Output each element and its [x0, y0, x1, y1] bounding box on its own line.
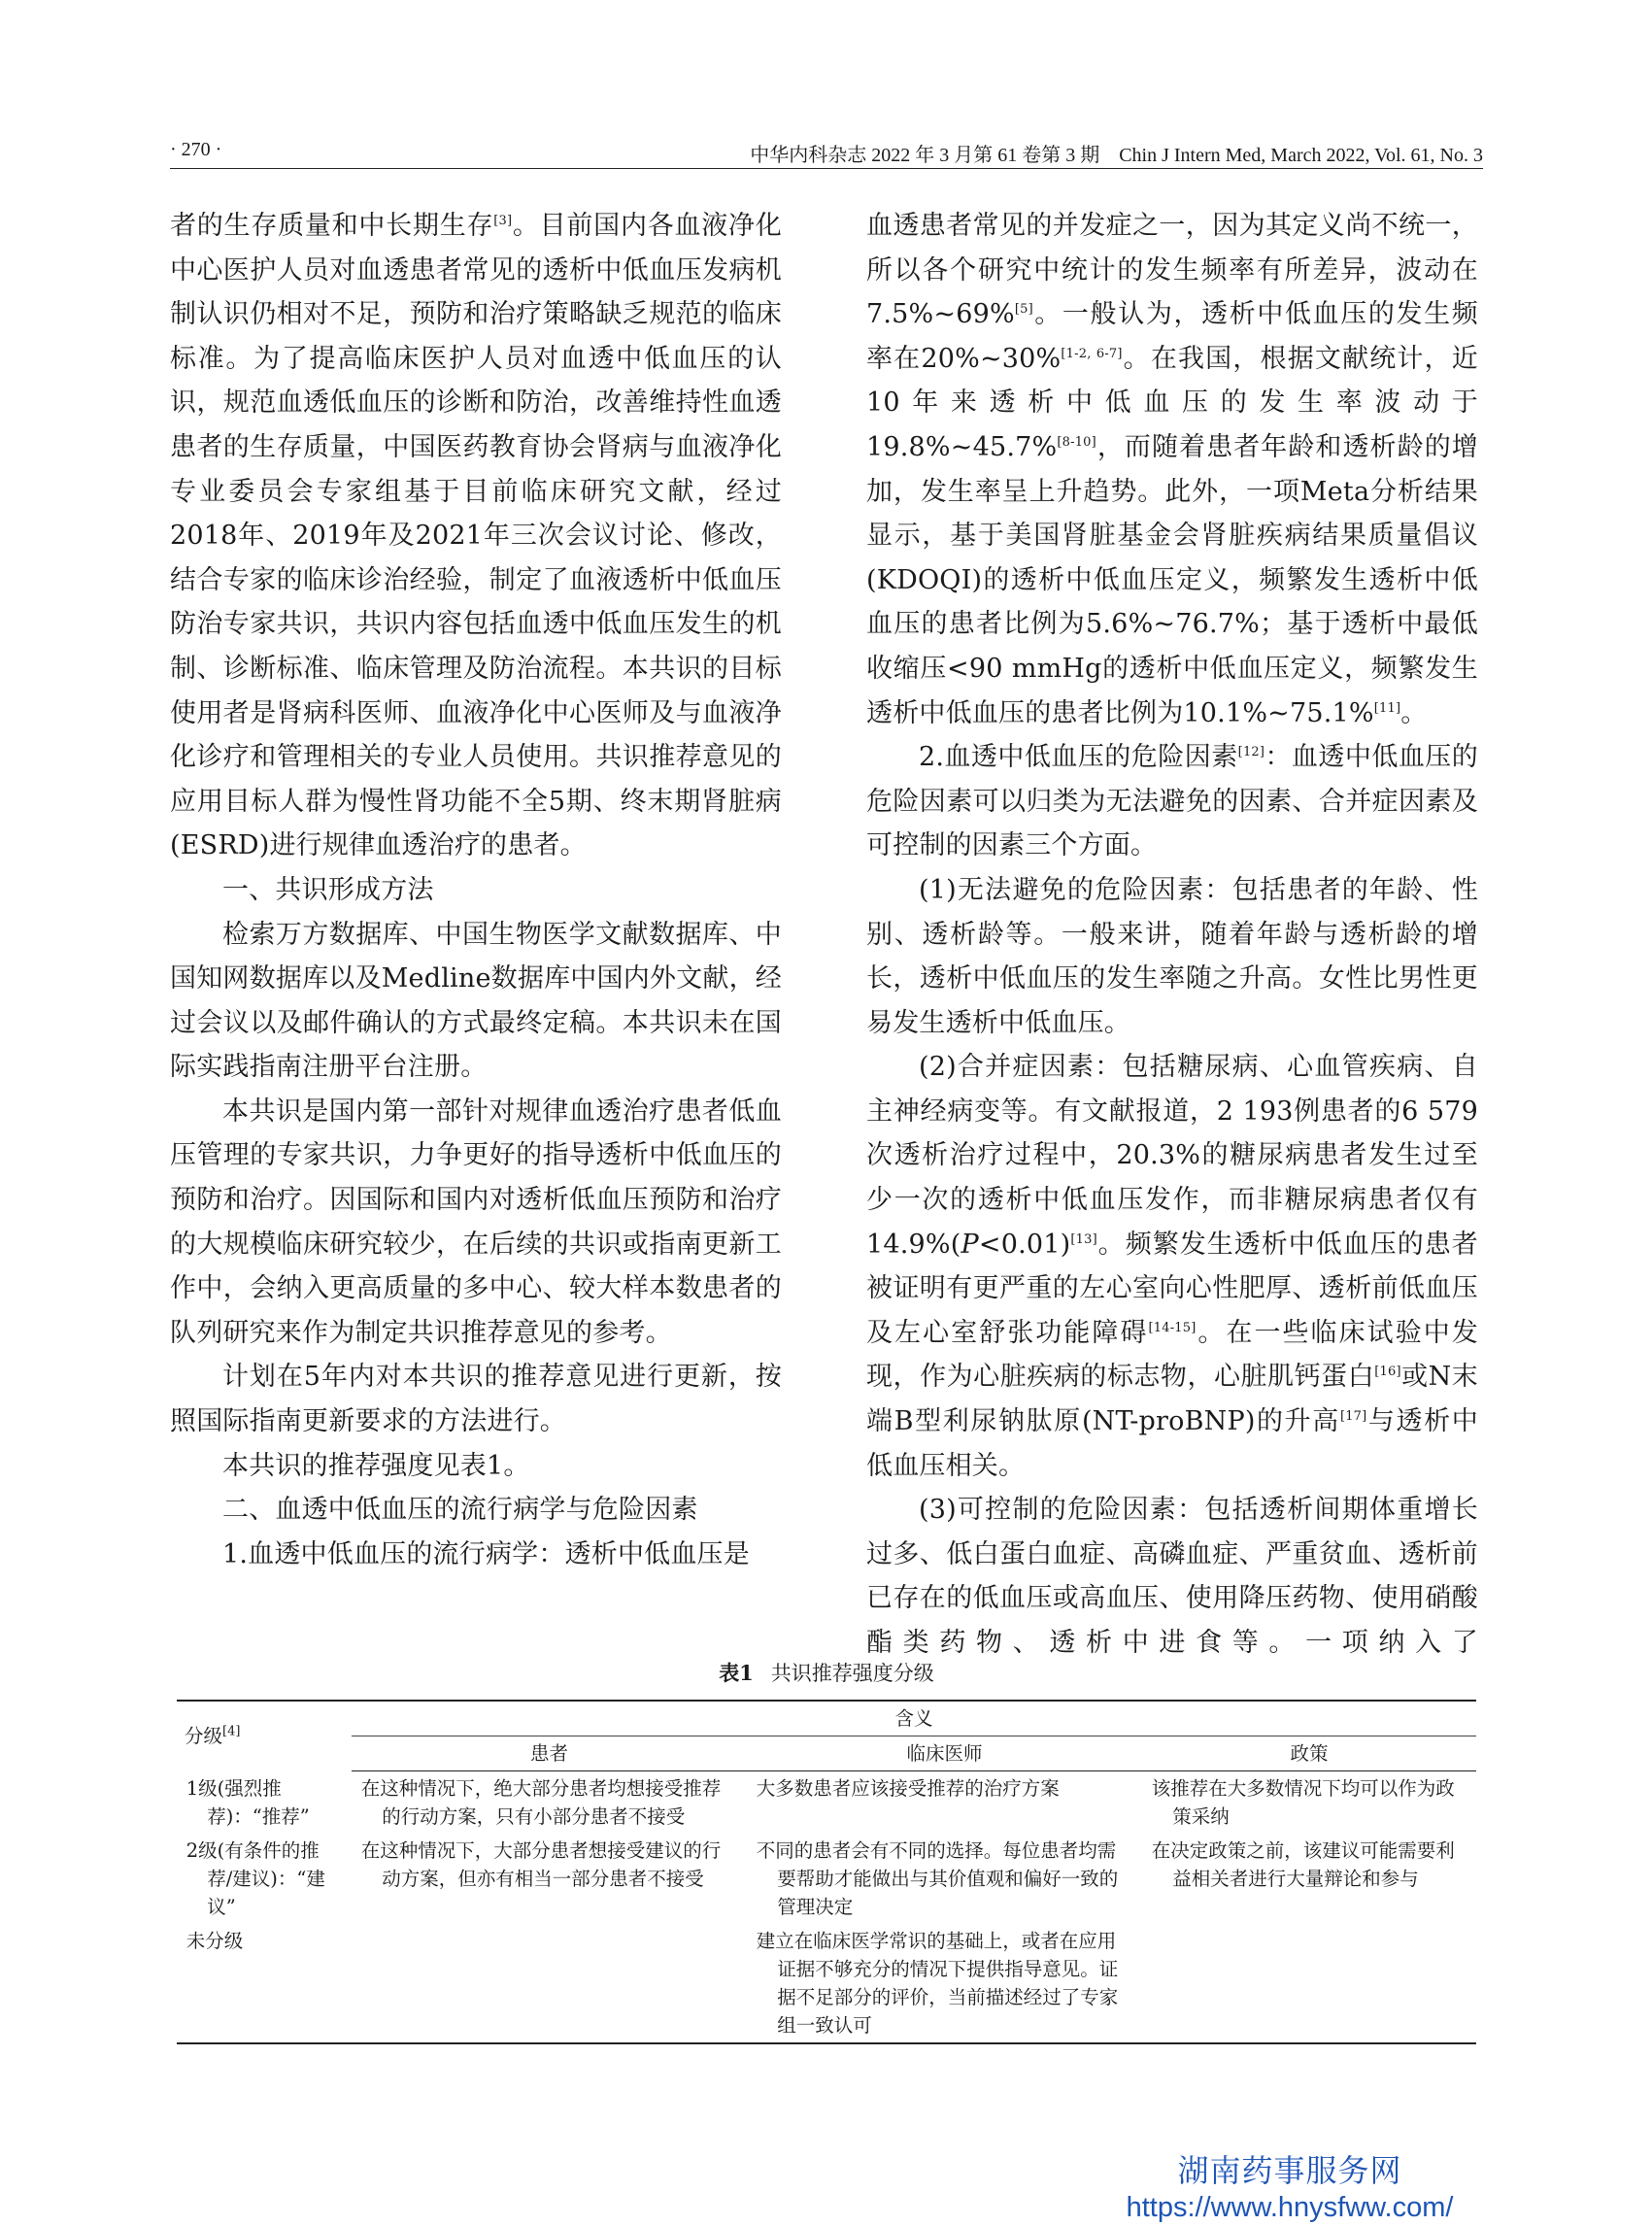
paragraph: 本共识是国内第一部针对规律血透治疗患者低血压管理的专家共识，力争更好的指导透析中低血压的预防和治疗。因国际和国内对透析低血压预防和治疗的大规模临床研究较少，在后续的共识或指南更新工作中，会纳入更高质量的多中心、较大样本数患者的队列研究来作为制定共识推荐意见的参考。: [170, 1096, 782, 1348]
paragraph: 2.血透中低血压的危险因素[12]：血透中低血压的危险因素可以归类为无法避免的因素、合并症因素及可控制的因素三个方面。: [866, 742, 1478, 861]
recommendation-table: [177, 1700, 1476, 2044]
cell-policy: 该推荐在大多数情况下均可以作为政策采纳: [1151, 1777, 1455, 1828]
th-meaning: 含义: [352, 1701, 1476, 1736]
th-doctor: 临床医师: [747, 1736, 1142, 1771]
th-policy: 政策: [1142, 1736, 1476, 1771]
paragraph: 检索万方数据库、中国生物医学文献数据库、中国知网数据库以及Medline数据库中国内外文献，经过会议以及邮件确认的方式最终定稿。本共识未在国际实践指南注册平台注册。: [170, 919, 782, 1083]
section-heading: 二、血透中低血压的流行病学与危险因素: [222, 1495, 698, 1526]
cell-patient: 在这种情况下，绝大部分患者均想接受推荐的行动方案，只有小部分患者不接受: [360, 1777, 722, 1828]
cell-patient: 在这种情况下，大部分患者想接受建议的行动方案，但亦有相当一部分患者不接受: [360, 1839, 722, 1890]
paragraph: (1)无法避免的危险因素：包括患者的年龄、性别、透析龄等。一般来讲，随着年龄与透析龄的增长，透析中低血压的发生率随之升高。女性比男性更易发生透析中低血压。: [866, 874, 1478, 1038]
page-number: · 270 ·: [170, 139, 222, 160]
table-row: [177, 1924, 1476, 2043]
table-row: [177, 1771, 1476, 1835]
th-patient: 患者: [352, 1736, 747, 1771]
watermark-name: 湖南药事服务网: [1177, 2153, 1402, 2188]
section-heading: 一、共识形成方法: [222, 874, 434, 905]
cell-policy: 在决定政策之前，该建议可能需要利益相关者进行大量辩论和参与: [1151, 1839, 1455, 1890]
watermark-url[interactable]: https://www.hnysfww.com/: [1126, 2192, 1454, 2223]
cell-doctor: 不同的患者会有不同的选择。每位患者均需要帮助才能做出与其价值观和偏好一致的管理决定: [756, 1839, 1119, 1918]
cell-grade: 1级(强烈推荐)：“推荐”: [185, 1776, 310, 1828]
paragraph: 者的生存质量和中长期生存[3]。目前国内各血液净化中心医护人员对血透患者常见的透析中低血压发病机制认识仍相对不足，预防和治疗策略缺乏规范的临床标准。为了提高临床医护人员对血透中低血压的认识，规范血透低血压的诊断和防治，改善维持性血透患者的生存质量，中国医药教育协会肾病与血液净化专业委员会专家组基于目前临床研究文献，经过2018年、2019年及2021年三次会议讨论、修改，结合专家的临床诊治经验，制定了血液透析中低血压防治专家共识，共识内容包括血透中低血压发生的机制、诊断标准、临床管理及防治流程。本共识的目标使用者是肾病科医师、血液净化中心医师及与血液净化诊疗和管理相关的专业人员使用。共识推荐意见的应用目标人群为慢性肾功能不全5期、终末期肾脏病(ESRD)进行规律血透治疗的患者。: [170, 211, 782, 861]
paragraph: 计划在5年内对本共识的推荐意见进行更新，按照国际指南更新要求的方法进行。: [170, 1362, 782, 1437]
page-header: [170, 133, 1483, 169]
cell-doctor: 大多数患者应该接受推荐的治疗方案: [756, 1777, 1060, 1800]
table-row: [177, 1834, 1476, 1924]
cell-policy: [1142, 1924, 1476, 2043]
paragraph: 本共识的推荐强度见表1。: [222, 1450, 530, 1481]
journal-citation: 中华内科杂志 2022 年 3 月第 61 卷第 3 期 Chin J Intern Med, March 2022, Vol. 61, No. 3: [750, 145, 1483, 166]
left-column: [170, 204, 782, 1576]
paragraph: 1.血透中低血压的流行病学：透析中低血压是: [222, 1538, 750, 1569]
table-caption: 表1 共识推荐强度分级: [719, 1661, 934, 1685]
cell-doctor: 建立在临床医学常识的基础上，或者在应用证据不够充分的情况下提供指导意见。证据不足部分的评价，当前描述经过了专家组一致认可: [747, 1924, 1142, 2043]
paragraph: (2)合并症因素：包括糖尿病、心血管疾病、自主神经病变等。有文献报道，2 193例患者的6 579次透析治疗过程中，20.3%的糖尿病患者发生过至少一次的透析中低血压发作，而非糖尿病患者仅有14.9%(P<0.01)[13]。频繁发生透析中低血压的患者被证明有更严重的左心室向心性肥厚、透析前低血压及左心室舒张功能障碍[14-15]。在一些临床试验中发现，作为心脏疾病的标志物，心脏肌钙蛋白[16]或N末端B型利尿钠肽原(NT-proBNP)的升高[17]与透析中低血压相关。: [866, 1052, 1478, 1481]
cell-grade: 2级(有条件的推荐/建议)：“建议”: [185, 1839, 325, 1918]
paragraph: (3)可控制的危险因素：包括透析间期体重增长过多、低白蛋白血症、高磷血症、严重贫血、透析前已存在的低血压或高血压、使用降压药物、使用硝酸酯类药物、透析中进食等。一项纳入了: [866, 1495, 1478, 1658]
right-column: [866, 204, 1478, 1666]
cell-grade: 未分级: [177, 1924, 352, 2043]
watermark: [1086, 2151, 1494, 2225]
cell-patient: [352, 1924, 747, 2043]
th-grade: 分级[4]: [177, 1701, 352, 1771]
paragraph: 血透患者常见的并发症之一，因为其定义尚不统一，所以各个研究中统计的发生频率有所差异，波动在7.5%~69%[5]。一般认为，透析中低血压的发生频率在20%~30%[1-2, 6-7]。在我国，根据文献统计，近10年来透析中低血压的发生率波动于19.8%~45.7%[8-10]，而随着患者年龄和透析龄的增加，发生率呈上升趋势。此外，一项Meta分析结果显示，基于美国肾脏基金会肾脏疾病结果质量倡议(KDOQI)的透析中低血压定义，频繁发生透析中低血压的患者比例为5.6%~76.7%；基于透析中最低收缩压<90 mmHg的透析中低血压定义，频繁发生透析中低血压的患者比例为10.1%~75.1%[11]。: [866, 211, 1478, 728]
